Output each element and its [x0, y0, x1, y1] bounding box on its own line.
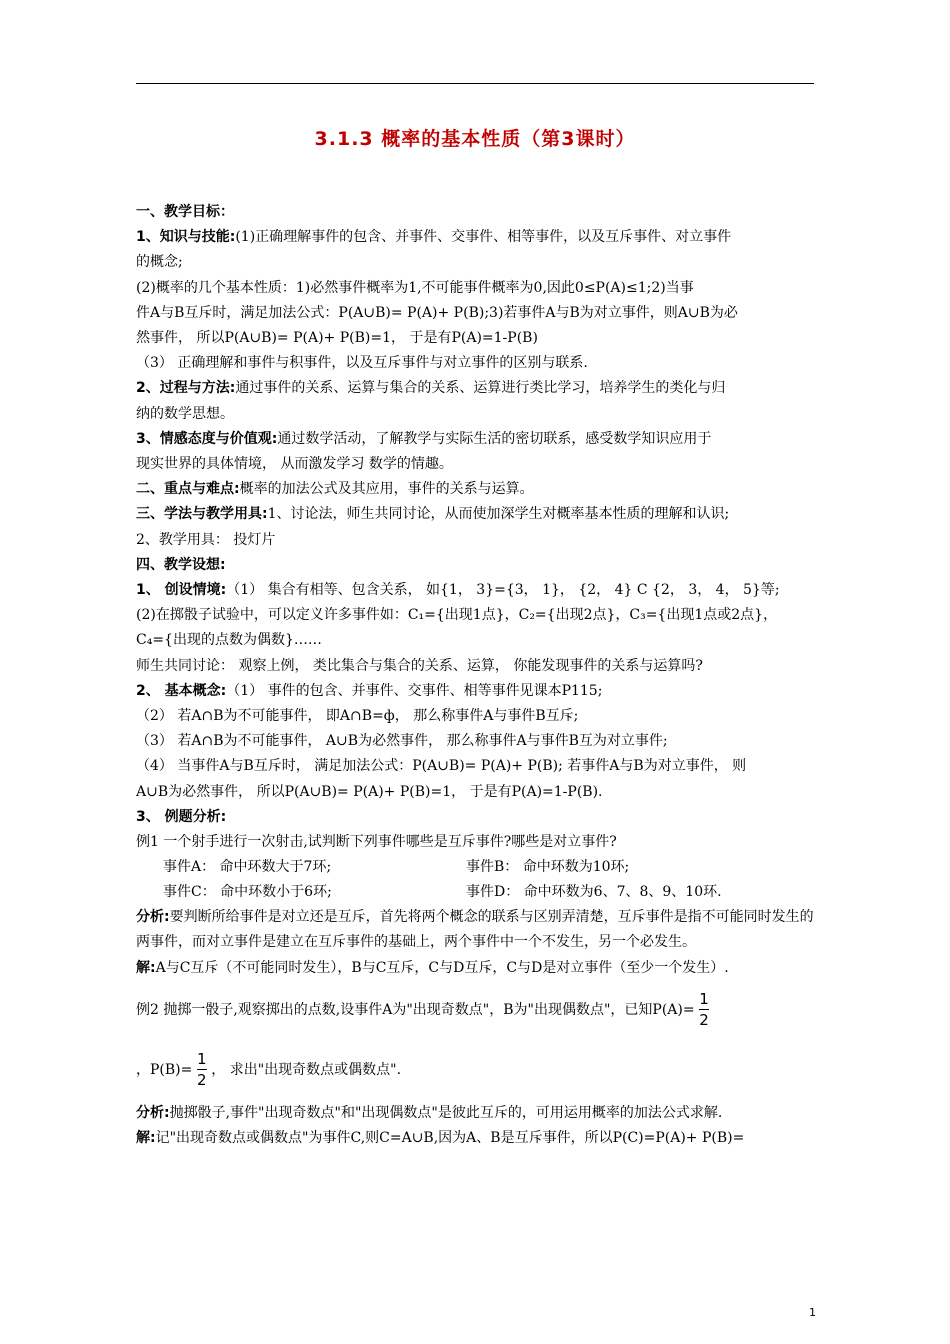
analysis-1: 分析:要判断所给事件是对立还是互斥，首先将两个概念的联系与区别弄清楚，互斥事件是指不可能同时发生的两事件，而对立事件是建立在互斥事件的基础上，两个事件中一个不发生，另一个必发生。 [136, 909, 814, 951]
text-line: 2、 基本概念:（1） 事件的包含、并事件、交事件、相等事件见课本P115; [136, 682, 603, 699]
text-line: （2） 若A∩B为不可能事件， 即A∩B=ф， 那么称事件A与事件B互斥; [136, 708, 579, 725]
text-line: C₄={出现的点数为偶数}…… [136, 632, 322, 649]
text-line: A∪B为必然事件， 所以P(A∪B)= P(A)+ P(B)=1， 于是有P(A)=1-P(B). [136, 783, 603, 800]
text-line: （3） 若A∩B为不可能事件， A∪B为必然事件， 那么称事件A与事件B互为对立事件; [136, 733, 668, 750]
analysis-2: 分析:抛掷骰子,事件"出现奇数点"和"出现偶数点"是彼此互斥的，可用运用概率的加法公式求解. [136, 1104, 723, 1121]
event-row [136, 880, 816, 905]
fraction-one-half: $\frac{1}{2}$ [197, 1050, 207, 1090]
text-line: 例1 一个射手进行一次射击,试判断下列事件哪些是互斥事件?哪些是对立事件? [136, 834, 617, 851]
text-line: 四、教学设想: [136, 556, 226, 573]
example-2: 例2 抛掷一骰子,观察掷出的点数,设事件A为"出现奇数点"，B为"出现偶数点"，已知P(A)= $\frac{1}{2}$ [136, 990, 709, 1030]
text-line: 2、过程与方法:通过事件的关系、运算与集合的关系、运算进行类比学习，培养学生的类化与归 [136, 380, 726, 397]
text-line: （4） 当事件A与B互斥时， 满足加法公式：P(A∪B)= P(A)+ P(B); 若事件A与B为对立事件， 则 [136, 758, 747, 775]
text-line: 的概念; [136, 254, 183, 271]
event-row [136, 855, 816, 880]
event-b: 事件B： 命中环数为10环; [466, 859, 630, 876]
event-a: 事件A： 命中环数大于7环; [163, 859, 332, 876]
objectives-section [136, 200, 816, 855]
text-line: 1、知识与技能:(1)正确理解事件的包含、并事件、交事件、相等事件，以及互斥事件、对立事件 [136, 229, 732, 246]
text-line: 3、情感态度与价值观:通过数学活动，了解教学与实际生活的密切联系，感受数学知识应用于 [136, 430, 712, 447]
text-line: 师生共同讨论： 观察上例， 类比集合与集合的关系、运算， 你能发现事件的关系与运算吗? [136, 657, 703, 674]
solution-2: 解:记"出现奇数点或偶数点"为事件C,则C=A∪B,因为A、B是互斥事件，所以P(C)=P(A)+ P(B)= [136, 1130, 745, 1147]
text-line: 现实世界的具体情境， 从而激发学习 数学的情趣。 [136, 456, 453, 473]
page-title: 3.1.3 概率的基本性质（第3课时） [314, 128, 636, 150]
example-2-continued: ，P(B)= $\frac{1}{2}$ ， 求出"出现奇数点或偶数点". [136, 1050, 402, 1090]
text-line: 二、重点与难点:概率的加法公式及其应用，事件的关系与运算。 [136, 481, 534, 498]
solution-1: 解:A与C互斥（不可能同时发生），B与C互斥，C与D互斥，C与D是对立事件（至少一个发生）. [136, 959, 729, 976]
text-line: 然事件， 所以P(A∪B)= P(A)+ P(B)=1， 于是有P(A)=1-P(B) [136, 330, 538, 347]
text-line: 纳的数学思想。 [136, 405, 234, 422]
event-c: 事件C： 命中环数小于6环; [163, 884, 332, 901]
text-line: 件A与B互斥时，满足加法公式：P(A∪B)= P(A)+ P(B);3)若事件A与B为对立事件，则A∪B为必 [136, 304, 738, 321]
fraction-one-half: $\frac{1}{2}$ [699, 990, 709, 1030]
text-line: 1、 创设情境:（1） 集合有相等、包含关系， 如{1， 3}={3， 1}， {2， 4} C {2， 3， 4， 5}等; [136, 582, 780, 599]
text-line: (2)在掷骰子试验中，可以定义许多事件如：C₁={出现1点}，C₂={出现2点}，C₃={出现1点或2点}， [136, 607, 778, 624]
text-line: 2、教学用具： 投灯片 [136, 531, 276, 548]
text-line: 3、 例题分析: [136, 808, 227, 825]
page-number: 1 [809, 1306, 816, 1319]
text-line: 一、教学目标： [136, 204, 234, 220]
event-d: 事件D： 命中环数为6、7、8、9、10环. [466, 884, 722, 901]
text-line: (2)概率的几个基本性质：1)必然事件概率为1,不可能事件概率为0,因此0≤P(A)≤1;2)当事 [136, 279, 694, 296]
header-rule [136, 83, 814, 84]
text-line: 三、学法与教学用具:1、讨论法，师生共同讨论，从而使加深学生对概率基本性质的理解和认识; [136, 506, 730, 523]
document-body [136, 200, 816, 1151]
text-line: （3） 正确理解和事件与积事件，以及互斥事件与对立事件的区别与联系. [136, 355, 588, 372]
